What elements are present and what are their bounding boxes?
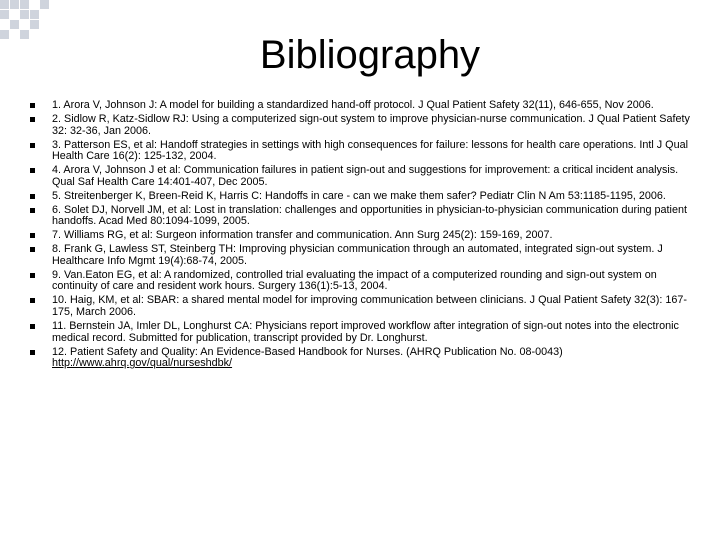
reference-text: 6. Solet DJ, Norvell JM, et al: Lost in translation: challenges and opportunities in physician-to-physician communication during patient handoffs. Acad Med 80:1094-1099, 2005. (52, 203, 687, 228)
reference-item (30, 165, 700, 188)
reference-item (30, 140, 700, 163)
square-bullet-icon (30, 143, 35, 148)
reference-item (30, 114, 700, 137)
reference-item (30, 244, 700, 267)
reference-item (30, 191, 700, 203)
reference-item (30, 347, 700, 370)
reference-text: 7. Williams RG, et al: Surgeon information transfer and communication. Ann Surg 245(2): 159-169, 2007. (52, 229, 553, 242)
reference-text: 11. Bernstein JA, Imler DL, Longhurst CA: Physicians report improved workflow after integration of sign-out notes into the electronic medical record. Submitted for publication, transcript provided by Dr. Longhurst. (52, 320, 679, 344)
reference-text: 8. Frank G, Lawless ST, Steinberg TH: Improving physician communication through an automated, integrated sign-out system. J Healthcare Info Mgmt 19(4):68-74, 2005. (52, 243, 663, 267)
reference-text: 12. Patient Safety and Quality: An Evidence-Based Handbook for Nurses. (AHRQ Publication No. 08-0043) (52, 345, 563, 358)
reference-item (30, 321, 700, 344)
deco-square (0, 0, 9, 9)
reference-item (30, 295, 700, 318)
square-bullet-icon (30, 233, 35, 238)
square-bullet-icon (30, 194, 35, 199)
square-bullet-icon (30, 208, 35, 213)
deco-square (30, 20, 39, 29)
deco-square (10, 20, 19, 29)
square-bullet-icon (30, 324, 35, 329)
square-bullet-icon (30, 273, 35, 278)
slide-title: Bibliography (259, 33, 481, 77)
deco-square (20, 10, 29, 19)
reference-item (30, 230, 700, 242)
square-bullet-icon (30, 117, 35, 122)
deco-square (10, 0, 19, 9)
ahrq-handbook-link[interactable]: http://www.ahrq.gov/qual/nurseshdbk/ (52, 357, 233, 370)
reference-text: 2. Sidlow R, Katz-Sidlow RJ: Using a computerized sign-out system to improve physician-nurse communication. J Qual Patient Safety 32: 32-36, Jan 2006. (52, 112, 690, 137)
deco-square (0, 10, 9, 19)
reference-text: 3. Patterson ES, et al: Handoff strategies in settings with high consequences for failure: lessons for health care operations. Intl J Qual Health Care 16(2): 125-132, 2004. (52, 138, 688, 163)
square-bullet-icon (30, 103, 35, 108)
deco-square (40, 0, 49, 9)
reference-text: 4. Arora V, Johnson J et al: Communication failures in patient sign-out and suggestions for improvement: a critical incident analysis. Qual Saf Health Care 14:401-407, Dec 2005. (52, 164, 679, 188)
square-bullet-icon (30, 168, 35, 173)
square-bullet-icon (30, 298, 35, 303)
reference-text: 1. Arora V, Johnson J: A model for building a standardized hand-off protocol. J Qual Patient Safety 32(11), 646-655, Nov 2006. (52, 99, 654, 111)
square-bullet-icon (30, 350, 35, 355)
reference-text: 10. Haig, KM, et al: SBAR: a shared mental model for improving communication between clinicians. J Qual Patient Safety 32(3): 167-175, March 2006. (52, 294, 687, 319)
reference-item (30, 205, 700, 228)
reference-item (30, 100, 700, 112)
reference-item (30, 270, 700, 293)
reference-text: 9. Van.Eaton EG, et al: A randomized, controlled trial evaluating the impact of a computerized rounding and sign-out system on continuity of care and resident work hours. Surgery 136(1):5-13, 2004. (52, 268, 657, 293)
square-bullet-icon (30, 247, 35, 252)
deco-square (20, 0, 29, 9)
deco-square (30, 10, 39, 19)
reference-text: 5. Streitenberger K, Breen-Reid K, Harris C: Handoffs in care - can we make them safer? Pediatr Clin N Am 53:1185-1195, 2006. (52, 189, 666, 202)
reference-list (30, 100, 700, 372)
